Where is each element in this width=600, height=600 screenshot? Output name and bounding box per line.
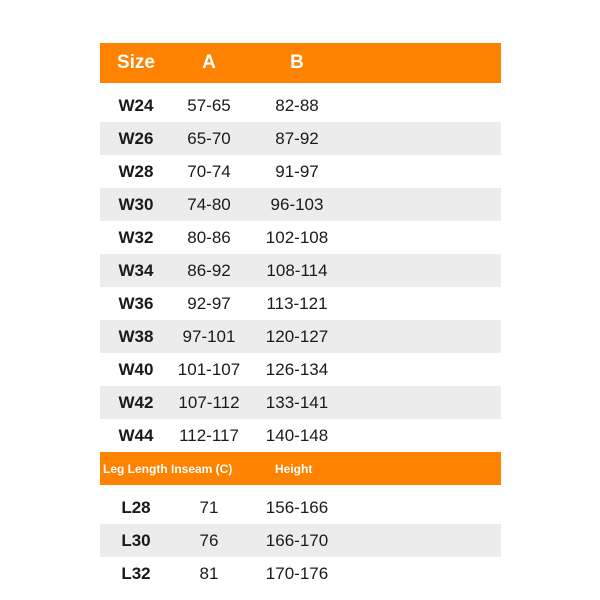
- size-cell: W38: [118, 326, 154, 346]
- size-cell: W32: [118, 227, 154, 247]
- size-cell: W26: [118, 128, 154, 148]
- size-cell: W36: [118, 293, 154, 313]
- b-cell: 140-148: [265, 425, 329, 445]
- b-cell: 133-141: [265, 392, 329, 412]
- b-cell: 120-127: [265, 326, 329, 346]
- header-height: Height: [275, 461, 313, 476]
- table-row: [100, 524, 501, 557]
- leg-length-cell: 71: [199, 497, 219, 517]
- b-cell: 87-92: [275, 128, 319, 148]
- size-cell: L30: [121, 530, 151, 550]
- a-cell: 86-92: [187, 260, 231, 280]
- leg-length-cell: 81: [199, 563, 219, 583]
- header-a: A: [202, 52, 216, 73]
- b-cell: 82-88: [275, 95, 319, 115]
- height-cell: 170-176: [265, 563, 329, 583]
- a-cell: 97-101: [182, 326, 236, 346]
- a-cell: 65-70: [187, 128, 231, 148]
- b-cell: 102-108: [265, 227, 329, 247]
- a-cell: 70-74: [187, 161, 231, 181]
- b-cell: 113-121: [266, 293, 328, 313]
- height-cell: 166-170: [265, 530, 329, 550]
- size-cell: W34: [118, 260, 154, 280]
- table-row: [100, 221, 501, 254]
- table-row: [100, 320, 501, 353]
- size-cell: W28: [118, 161, 154, 181]
- b-cell: 126-134: [265, 359, 329, 379]
- table-row: [100, 254, 501, 287]
- size-cell: W42: [118, 392, 154, 412]
- size-chart-table: [100, 43, 501, 590]
- a-cell: 57-65: [187, 95, 231, 115]
- height-cell: 156-166: [265, 497, 329, 517]
- table-row: [100, 287, 501, 320]
- table-row: [100, 557, 501, 590]
- table-row: [100, 188, 501, 221]
- a-cell: 112-117: [179, 425, 239, 445]
- table-row: [100, 122, 501, 155]
- table-row: [100, 353, 501, 386]
- size-cell: L32: [121, 563, 151, 583]
- table-row: [100, 89, 501, 122]
- header-leg-length: Leg Length Inseam (C): [103, 461, 233, 476]
- b-cell: 91-97: [275, 161, 319, 181]
- leg-length-header: [100, 452, 501, 485]
- size-cell: W24: [118, 95, 154, 115]
- table-row: [100, 386, 501, 419]
- size-cell: W40: [118, 359, 154, 379]
- size-cell: L28: [121, 497, 151, 517]
- size-cell: W30: [118, 194, 154, 214]
- size-cell: W44: [118, 425, 154, 445]
- table-row: [100, 419, 501, 452]
- a-cell: 101-107: [177, 359, 241, 379]
- table-row: [100, 155, 501, 188]
- table-row: [100, 491, 501, 524]
- header-b: B: [290, 52, 304, 73]
- a-cell: 80-86: [187, 227, 231, 247]
- table-header: [100, 43, 501, 83]
- a-cell: 74-80: [187, 194, 231, 214]
- a-cell: 92-97: [187, 293, 231, 313]
- leg-length-cell: 76: [199, 530, 219, 550]
- b-cell: 108-114: [266, 260, 328, 280]
- header-size: Size: [116, 52, 156, 73]
- a-cell: 107-112: [178, 392, 240, 412]
- b-cell: 96-103: [270, 194, 324, 214]
